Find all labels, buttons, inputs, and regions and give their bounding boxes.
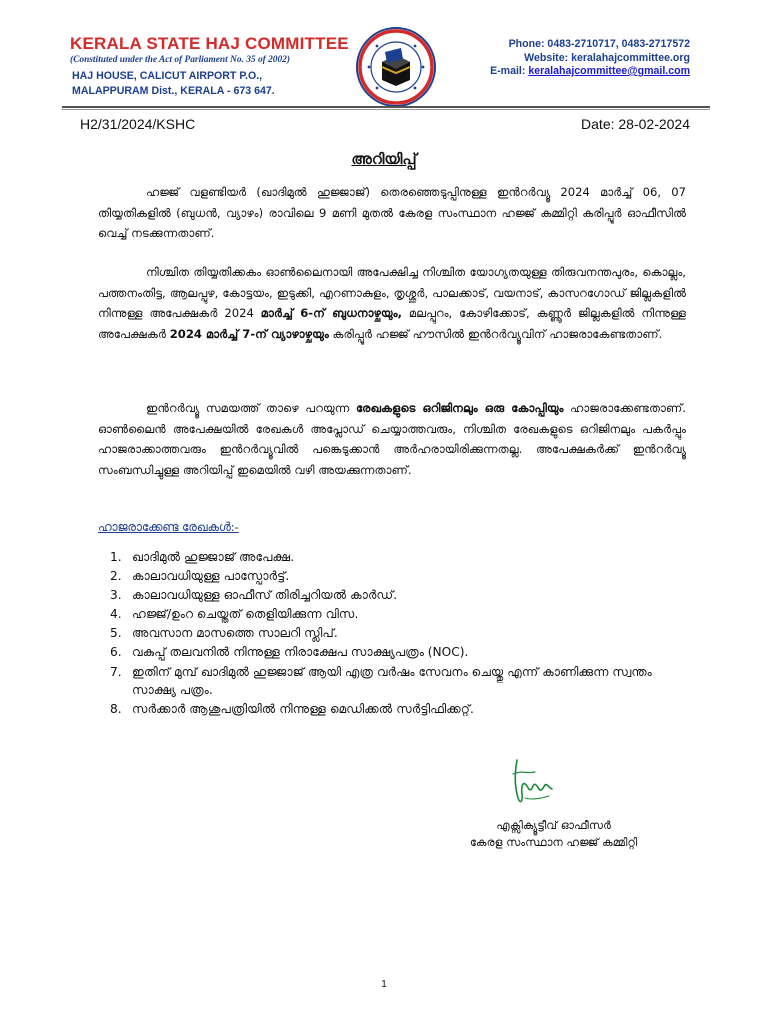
para2-date-day1: മാർച്ച് 6-ന് ബുധനാഴ്ചയും, xyxy=(260,306,403,320)
list-item-number: 6. xyxy=(110,645,122,660)
list-item-text: വകുപ്പ് തലവനിൽ നിന്നുള്ള നിരാക്ഷേപ സാക്ഷ്യപത്രം (NOC). xyxy=(132,645,469,660)
list-item-number: 2. xyxy=(110,569,122,584)
paragraph-documents-note xyxy=(98,398,686,480)
signatory-block xyxy=(470,817,637,851)
signatory-office: കേരള സംസ്ഥാന ഹജ്ജ് കമ്മിറ്റി xyxy=(470,836,638,849)
list-item xyxy=(110,643,680,662)
list-item-text: ഇതിന് മുമ്പ് ഖാദിമുൽ ഹുജ്ജാജ് ആയി എത്ര വർഷം സേവനം ചെയ്തു എന്ന് കാണിക്കുന്ന സ്വന്തം സാക്ഷ്യ പത്രം. xyxy=(132,664,652,698)
paragraph-district-dates xyxy=(98,262,686,344)
list-item-text: കാലാവധിയുള്ള ഓഫീസ് തിരിച്ചറിയൽ കാർഡ്. xyxy=(132,588,398,603)
required-documents-list xyxy=(110,548,680,719)
list-item xyxy=(110,663,680,700)
list-item-text: അവസാന മാസത്തെ സാലറി സ്ലിപ്. xyxy=(132,626,338,641)
list-item xyxy=(110,567,680,586)
list-item-number: 5. xyxy=(110,626,122,641)
list-item xyxy=(110,605,680,624)
email-link[interactable]: keralahajcommittee@gmail.com xyxy=(528,65,690,77)
organization-name: KERALA STATE HAJ COMMITTEE xyxy=(70,34,349,53)
para3-text-c: ഹാജരാക്കേണ്ടതാണ്. ഓൺലൈൻ അപേക്ഷയിൽ രേഖകൾ അപ്ലോഡ് ചെയ്യാത്തവരും, നിശ്ചിത രേഖകളുടെ ഒറിജിനലും പകർപ്പും ഹാജരാക്കാത്തവരും ഇൻറർവ്യൂവിൽ പങ്കെടുക്കാൻ അർഹരായിരിക്കുന്നതല്ല. അപേക്ഷകർക്ക് ഇൻറർവ്യൂ സംബന്ധിച്ചുള്ള അറിയിപ്പ് ഇമെയിൽ വഴി അയക്കുന്നതാണ്. xyxy=(98,401,686,477)
website-link[interactable]: Website: keralahajcommittee.org xyxy=(524,51,690,64)
address-block xyxy=(72,69,275,99)
list-item xyxy=(110,548,680,567)
para2-text-c: മലപ്പുറം, കോഴിക്കോട്, കണ്ണൂർ ജില്ലകളിൽ നിന്നുള്ള അപേക്ഷകർ xyxy=(98,306,686,341)
haj-committee-seal-icon xyxy=(355,26,437,108)
signatory-designation: എക്സിക്യൂട്ടീവ് ഓഫീസർ xyxy=(496,819,611,832)
list-item xyxy=(110,700,680,719)
page-number: 1 xyxy=(381,979,387,990)
phone-numbers: Phone: 0483-2710717, 0483-2717572 xyxy=(508,38,690,50)
list-item xyxy=(110,586,680,605)
reference-number: H2/31/2024/KSHC xyxy=(80,116,196,132)
constituted-note: (Constituted under the Act of Parliament No. 35 of 2002) xyxy=(70,55,290,65)
email-label: E-mail: xyxy=(490,65,529,77)
list-item-number: 7. xyxy=(110,664,122,679)
list-item-text: സർക്കാർ ആശുപത്രിയിൽ നിന്നുള്ള മെഡിക്കൽ സർട്ടിഫിക്കറ്റ്. xyxy=(132,702,474,717)
handwritten-signature-icon xyxy=(505,752,565,812)
list-item xyxy=(110,624,680,643)
contact-block xyxy=(490,38,690,79)
list-item-number: 8. xyxy=(110,702,122,717)
list-item-text: കാലാവധിയുള്ള പാസ്പോർട്ട്. xyxy=(132,569,290,584)
notice-title xyxy=(0,150,768,168)
list-item-text: ഹജ്ജ്/ഉംറ ചെയ്തത് തെളിയിക്കുന്ന വിസ. xyxy=(132,607,359,622)
list-item-number: 1. xyxy=(110,550,122,564)
address-line-2: MALAPPURAM Dist., KERALA - 673 647. xyxy=(72,85,275,97)
email-line xyxy=(490,65,690,79)
para3-emphasis: രേഖകളുടെ ഒറിജിനലും ഒരു കോപ്പിയും xyxy=(355,401,564,415)
letter-date: Date: 28-02-2024 xyxy=(581,116,690,132)
required-documents-heading: ഹാജരാക്കേണ്ട രേഖകൾ:- xyxy=(98,520,239,534)
header-divider-thin xyxy=(62,109,710,110)
para2-text-a: നിശ്ചിത തിയ്യതിക്കകം ഓൺലൈനായി അപേക്ഷിച്ച നിശ്ചിത യോഗ്യതയുള്ള തിരുവനന്തപുരം, കൊല്ലം, പത്തനംതിട്ട, ആലപ്പുഴ, കോട്ടയം, ഇടുക്കി, എറണാകുളം, തൃശ്ശൂർ, പാലക്കാട്, വയനാട്, കാസറഗോഡ് ജില്ലകളിൽ നിന്നുള്ള അപേക്ഷകർ 2024 xyxy=(98,265,686,320)
para3-text-a: ഇൻറർവ്യൂ സമയത്ത് താഴെ പറയുന്ന xyxy=(146,401,356,415)
list-item-number: 3. xyxy=(110,588,122,603)
paragraph-interview-schedule: ഹജ്ജ് വളണ്ടിയർ (ഖാദിമുൽ ഹുജ്ജാജ്) തെരഞ്ഞെടുപ്പിനുള്ള ഇൻറർവ്യൂ 2024 മാർച്ച് 06, 07 തിയ്യതികളിൽ (ബുധൻ, വ്യാഴം) രാവിലെ 9 മണി മുതൽ കേരള സംസ്ഥാന ഹജ്ജ് കമ്മിറ്റി കരിപ്പൂർ ഓഫീസിൽ വെച്ച് നടക്കുന്നതാണ്. xyxy=(98,185,686,240)
list-item-number: 4. xyxy=(110,607,122,622)
para2-text-e: കരിപ്പൂർ ഹജ്ജ് ഹൗസിൽ ഇൻറർവ്യൂവിന് ഹാജരാകേണ്ടതാണ്. xyxy=(328,326,663,341)
notice-title-text: അറിയിപ്പ് xyxy=(351,150,417,168)
para2-date-day2: 2024 മാർച്ച് 7-ന് വ്യാഴാഴ്ചയും xyxy=(169,326,329,341)
address-line-1: HAJ HOUSE, CALICUT AIRPORT P.O., xyxy=(72,70,263,82)
list-item-text: ഖാദിമുൽ ഹുജ്ജാജ് അപേക്ഷ. xyxy=(132,550,295,564)
header-divider xyxy=(62,106,710,108)
